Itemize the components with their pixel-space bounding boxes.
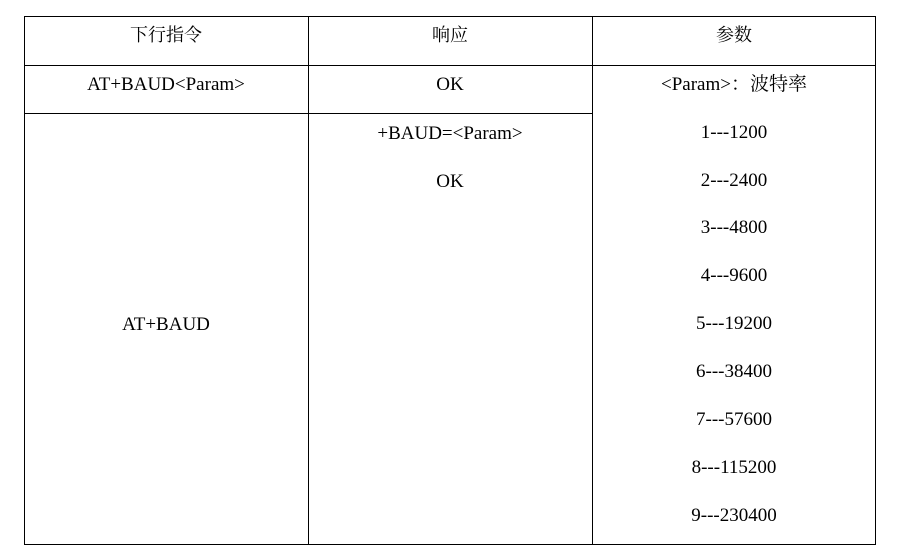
table-border-bottom bbox=[24, 544, 876, 545]
command-table bbox=[24, 16, 876, 545]
header-divider bbox=[24, 65, 876, 66]
header-response: 响应 bbox=[432, 25, 468, 46]
param-value-4: 4---9600 bbox=[700, 265, 768, 286]
param-value-8: 8---115200 bbox=[691, 457, 777, 478]
param-value-7: 7---57600 bbox=[696, 409, 772, 430]
param-value-2: 2---2400 bbox=[700, 170, 768, 191]
row2-response-line-2: OK bbox=[436, 171, 464, 192]
param-value-9: 9---230400 bbox=[691, 505, 777, 526]
row1-command: AT+BAUD<Param> bbox=[87, 74, 245, 95]
row2-response-line-1: +BAUD=<Param> bbox=[377, 123, 523, 144]
param-label: <Param>：波特率 bbox=[661, 74, 807, 95]
param-value-5: 5---19200 bbox=[696, 313, 772, 334]
param-value-1: 1---1200 bbox=[700, 122, 768, 143]
row1-response: OK bbox=[436, 74, 464, 95]
row2-command: AT+BAUD bbox=[122, 314, 210, 335]
table-border-top bbox=[24, 16, 876, 17]
header-command: 下行指令 bbox=[130, 25, 202, 46]
header-parameters: 参数 bbox=[716, 25, 752, 46]
param-value-3: 3---4800 bbox=[700, 217, 768, 238]
param-value-6: 6---38400 bbox=[696, 361, 772, 382]
